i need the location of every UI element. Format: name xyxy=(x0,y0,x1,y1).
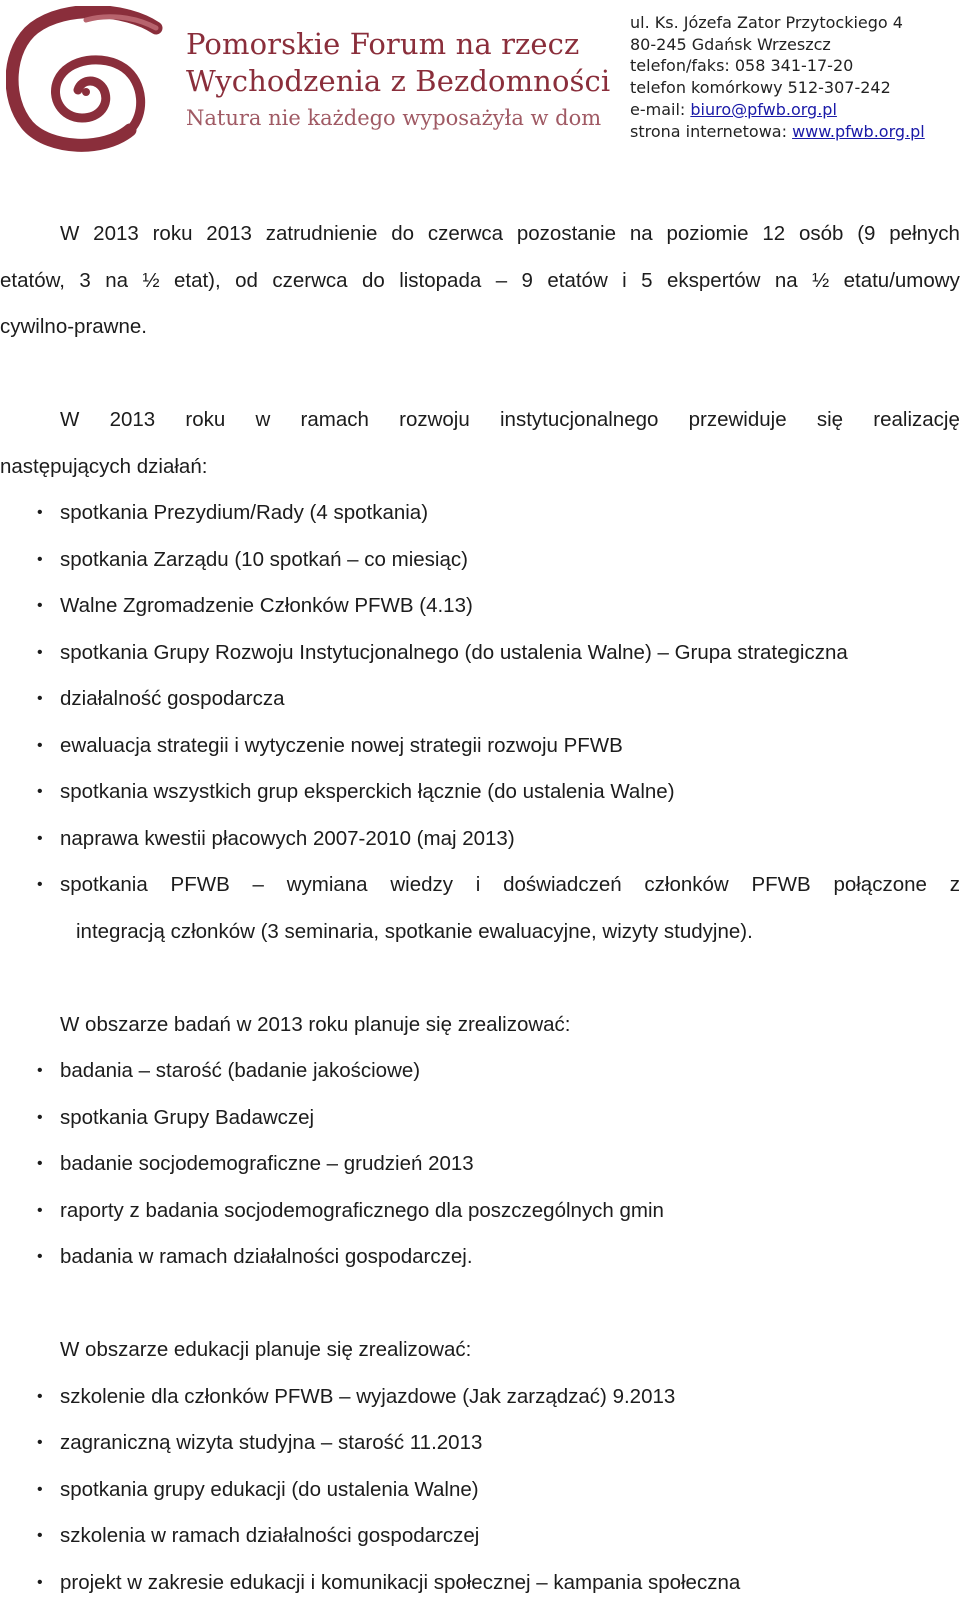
list-item: • raporty z badania socjodemograficznego dla poszczególnych gmin xyxy=(0,1188,960,1235)
paragraph-employment-line-2 xyxy=(0,258,960,305)
word: PFWB xyxy=(751,862,810,909)
paragraph-institutional-line-2: następujących działań: xyxy=(0,444,960,491)
website-label: strona internetowa: xyxy=(630,122,792,141)
education-lead: W obszarze edukacji planuje się zrealizować: xyxy=(0,1327,960,1374)
word: 3 xyxy=(79,258,90,305)
email-link[interactable]: biuro@pfwb.org.pl xyxy=(690,100,837,119)
letterhead xyxy=(0,0,960,160)
contact-block xyxy=(630,12,925,142)
word: od xyxy=(235,258,258,305)
word: się xyxy=(817,397,843,444)
institutional-activities-list xyxy=(0,490,960,909)
word: – xyxy=(496,258,507,305)
list-item: • spotkania grupy edukacji (do ustalenia Walne) xyxy=(0,1467,960,1514)
phone-fax: telefon/faks: 058 341-17-20 xyxy=(630,55,925,77)
word: 9 xyxy=(522,258,533,305)
word: zatrudnienie xyxy=(266,211,378,258)
word: na xyxy=(630,211,653,258)
list-item: • spotkania Grupy Badawczej xyxy=(0,1095,960,1142)
website-link[interactable]: www.pfwb.org.pl xyxy=(792,122,925,141)
paragraph-institutional-line-1 xyxy=(0,397,960,444)
word: 2013 xyxy=(110,397,156,444)
paragraph-employment-line-1 xyxy=(0,211,960,258)
list-item: • szkolenia w ramach działalności gospodarczej xyxy=(0,1513,960,1560)
word: przewiduje xyxy=(689,397,787,444)
word: wymiana xyxy=(287,862,368,909)
word: osób xyxy=(799,211,843,258)
list-item: • spotkania wszystkich grup eksperckich łącznie (do ustalenia Walne) xyxy=(0,769,960,816)
org-tagline: Natura nie każdego wyposażyła w dom xyxy=(186,102,610,135)
word: pełnych xyxy=(889,211,960,258)
list-item: • Walne Zgromadzenie Członków PFWB (4.13) xyxy=(0,583,960,630)
education-list xyxy=(0,1374,960,1606)
word: połączone xyxy=(833,862,926,909)
website-line xyxy=(630,121,925,143)
word: instytucjonalnego xyxy=(500,397,658,444)
word: czerwca xyxy=(272,258,347,305)
word: realizację xyxy=(873,397,960,444)
organization-name xyxy=(186,26,610,135)
list-item-line-2: integracją członków (3 seminaria, spotkanie ewaluacyjne, wizyty studyjne). xyxy=(0,909,960,956)
word: • spotkania xyxy=(60,862,148,909)
email-label: e-mail: xyxy=(630,100,690,119)
address-line-1: ul. Ks. Józefa Zator Przytockiego 4 xyxy=(630,12,925,34)
word: – xyxy=(253,862,264,909)
word: do xyxy=(362,258,385,305)
word: ekspertów xyxy=(667,258,760,305)
word: do xyxy=(391,211,414,258)
word: roku xyxy=(153,211,193,258)
list-item: • spotkania Zarządu (10 spotkań – co miesiąc) xyxy=(0,537,960,584)
email-line xyxy=(630,99,925,121)
word: rozwoju xyxy=(399,397,470,444)
list-item: • szkolenie dla członków PFWB – wyjazdowe (Jak zarządzać) 9.2013 xyxy=(0,1374,960,1421)
list-item xyxy=(0,862,960,909)
mobile-phone: telefon komórkowy 512-307-242 xyxy=(630,77,925,99)
word: wiedzy xyxy=(390,862,453,909)
word: W xyxy=(60,397,79,444)
word: poziomie xyxy=(666,211,748,258)
list-item: • spotkania Prezydium/Rady (4 spotkania) xyxy=(0,490,960,537)
research-list xyxy=(0,1048,960,1281)
list-item: • projekt w zakresie edukacji i komunikacji społecznej – kampania społeczna xyxy=(0,1560,960,1606)
list-item: • naprawa kwestii płacowych 2007-2010 (maj 2013) xyxy=(0,816,960,863)
list-item: • spotkania Grupy Rozwoju Instytucjonalnego (do ustalenia Walne) – Grupa strategiczna xyxy=(0,630,960,677)
word: w xyxy=(256,397,271,444)
research-lead: W obszarze badań w 2013 roku planuje się zrealizować: xyxy=(0,1002,960,1049)
word: PFWB xyxy=(171,862,230,909)
word: czerwca xyxy=(428,211,503,258)
word: i xyxy=(476,862,481,909)
paragraph-employment-line-3: cywilno-prawne. xyxy=(0,304,960,351)
word: (9 xyxy=(857,211,875,258)
list-item: • badania w ramach działalności gospodarczej. xyxy=(0,1234,960,1281)
address-line-2: 80-245 Gdańsk Wrzeszcz xyxy=(630,34,925,56)
list-item-line-1 xyxy=(60,862,960,909)
word: 2013 xyxy=(206,211,252,258)
document-body xyxy=(0,211,960,1606)
word: na xyxy=(775,258,798,305)
word: etatów xyxy=(547,258,607,305)
word: z xyxy=(950,862,960,909)
word: 12 xyxy=(762,211,785,258)
word: roku xyxy=(185,397,225,444)
word: ½ xyxy=(142,258,159,305)
list-item: • badania – starość (badanie jakościowe) xyxy=(0,1048,960,1095)
word: pozostanie xyxy=(517,211,616,258)
list-item: • zagraniczną wizyta studyjna – starość 11.2013 xyxy=(0,1420,960,1467)
word: ½ xyxy=(812,258,829,305)
word: doświadczeń xyxy=(503,862,622,909)
org-name-line-2: Wychodzenia z Bezdomności xyxy=(186,63,610,100)
word: na xyxy=(105,258,128,305)
list-item: • działalność gospodarcza xyxy=(0,676,960,723)
word: ramach xyxy=(301,397,369,444)
org-name-line-1: Pomorskie Forum na rzecz xyxy=(186,26,610,63)
list-item: • ewaluacja strategii i wytyczenie nowej strategii rozwoju PFWB xyxy=(0,723,960,770)
word: 2013 xyxy=(93,211,139,258)
word: i xyxy=(622,258,627,305)
word: etatów, xyxy=(0,258,65,305)
word: listopada xyxy=(399,258,481,305)
word: 5 xyxy=(641,258,652,305)
list-item: • badanie socjodemograficzne – grudzień 2013 xyxy=(0,1141,960,1188)
word: W xyxy=(60,211,79,258)
spiral-shell-icon xyxy=(6,6,166,152)
word: członków xyxy=(644,862,728,909)
word: etatu/umowy xyxy=(844,258,960,305)
word: etat), xyxy=(174,258,221,305)
